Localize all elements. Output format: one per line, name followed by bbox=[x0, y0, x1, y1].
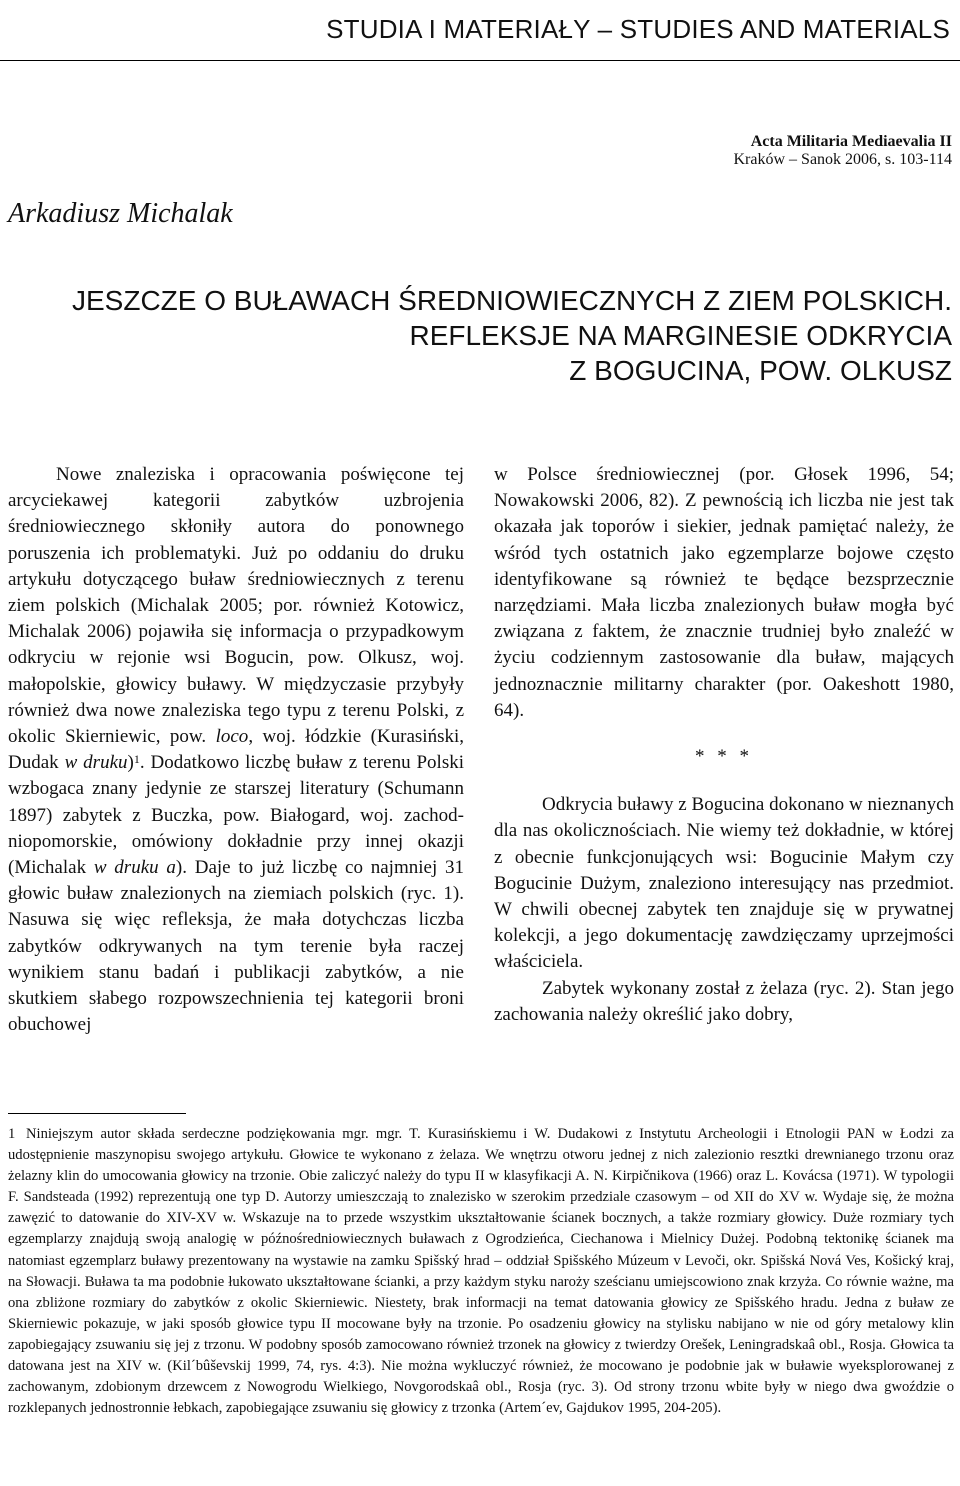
footnote-number: 1 bbox=[8, 1126, 16, 1142]
text-run: Nowe znaleziska i opracowania poświęcone tej arcyciekawej kategorii zabytków uzbrojenia średniowiecznego skłoniły autora do ponownego poruszenia ich problematyki. Już po oddaniu do druku artykułu dotyczącego buław średniowiecznych z terenu ziem polskich (Michalak 2005; por. również Kotowicz, Michalak 2006) pojawiła się informacja o przypadkowym odkryciu w rejonie wsi Bogucin, pow. Olkusz, woj. małopolskie, głowicy buławy. W międzyczasie przybyły również dwa nowe znaleziska tego typu z terenu Polski, z okolic Skierniewic, pow. bbox=[8, 464, 464, 748]
header-rule bbox=[0, 60, 960, 61]
footnote-text: Niniejszym autor składa serdeczne podziękowania mgr. mgr. T. Kurasińskiemu i W. Dudakowi z Instytutu Archeologii i Etnologii PAN w Łodzi za udostępnienie maszynopisu swojego artykułu. Głowice te wykonano z żelaza. We wnętrzu otworu jednej z nich zalezionio resztki drewnianego trzonu oraz żelazny klin do umocowania głowicy na trzonie. Obie zaliczyć należy do typu II w klasyfikacji A. N. Kirpičnikova (1966) oraz L. Kovácsa (1971). W typologii F. Sandsteada (1992) reprezentują one typ D. Autorzy umieszczają to znalezisko w szerokim przedziale czasowym – od XII do XV w. Wydaje się, że można zawęzić to datowanie do XIV-XV w. Wskazuje na to przede wszystkim ukształtowanie ścianek bocznych, a także rozmiary głowicy. Duże rozmiary tych egzemplarzy znajdują swoją analogię w późnośredniowiecznych buławach z Ogrodzieńca, Ciechanowa i Mielnicy Dużej. Podobną tektonikę ścianek ma natomiast egzemplarz buławy prezentowany na wystawie na zamku Spišský hrad – oddział Spišského Múzeum v Levoči, okr. Spišská Nová Ves, Košický kraj, na Słowacji. Buława ta ma podobnie łukowato ukształtowane ścianki, a przy każdym styku naroży sześcianu umiejscowiono znak krzyża. Co równie ważne, ma ona zbliżone rozmiary do zabytków z okolic Skierniewic. Niestety, brak informacji na temat datowania głowicy ze Spišského hradu. Jedna z buław ze Skierniewic pokazuje, w jaki sposób głowice typu II mocowane były na trzonie. Po osadzeniu głowicy na stylisku nabijano w nie od góry metalowy klin zapobiegający zsuwaniu się jej z trzonu. W podobny sposób zamocowano również trzonek na głowicy z twierdzy Orešek, Leningradskaâ obl., Rosja. Głowica ta datowana jest na XIV w. (Kil´bûševskij 1999, 74, rys. 4:3). Nie można wykluczyć również, że mocowano je podobnie jak w buławie wyeksplorowanej z zachowanym, zdobionym drzewcem z Nowogrodu Wielkiego, Novgorodskaâ obl., Rosja (ryc. 3). Od strony trzonu wbite były w niego dwa gwoździe o rozklepanych jednostronnie łebkach, zapobiegające zsuwaniu się głowicy z trzonka (Artem´ev, Gajdukov 1995, 204-205). bbox=[8, 1126, 954, 1417]
footnote-reference: 1 bbox=[133, 752, 140, 767]
text-run: ) bbox=[127, 752, 134, 774]
paragraph: Odkrycia buławy z Bogucina dokonano w nieznanych dla nas okolicznościach. Nie wiemy też dokładnie, w której z obecnie funkcjonujących wsi: Bogucinie Małym czy Bogucinie Dużym, znaleziono interesujący nas przedmiot. W chwili obecnej zabytek ten znajduje się w prywatnej kolekcji, a jego dokumentację zawdzięczamy uprzejmości właściciela. bbox=[494, 794, 954, 973]
text-run: , woj. łódzkie (Kurasiński, Dudak bbox=[8, 726, 464, 774]
journal-title: Acta Militaria Mediaevalia II bbox=[750, 133, 952, 150]
article-title bbox=[12, 283, 952, 388]
body-column-left bbox=[8, 462, 464, 1038]
footnote-rule bbox=[8, 1113, 186, 1114]
italic-text: loco bbox=[215, 726, 249, 748]
journal-place-pages: Kraków – Sanok 2006, s. 103-114 bbox=[733, 151, 952, 168]
paragraph bbox=[8, 462, 464, 1038]
paragraph: w Polsce średniowiecznej (por. Głosek 1996, 54; Nowakowski 2006, 82). Z pewnością ich liczba nie jest tak okazała jak toporów i siekier, jednak pamiętać należy, że wśród tych ostatnich jako egzemplarze bojowe często identyfikowane są również te będące bezsprzecznie narzędziami. Mała liczba znalezionych buław mogła być związana z faktem, że znacznie trudniej było znaleźć w życiu codziennym zastosowanie dla buław, mających jednoznacznie militarny charakter (por. Oakeshott 1980, 64). bbox=[494, 464, 954, 721]
author-name: Arkadiusz Michalak bbox=[8, 198, 233, 229]
italic-text: w druku bbox=[64, 752, 128, 774]
paragraph: Zabytek wykonany został z żelaza (ryc. 2). Stan jego zachowania należy określić jako dobry, bbox=[494, 977, 954, 1025]
section-separator: * * * bbox=[695, 746, 753, 768]
footnote bbox=[8, 1124, 954, 1419]
journal-info bbox=[734, 133, 953, 169]
text-run: ). Daje to już liczbę co najmniej 31 głowic buław znalezionych na ziemiach polskich (ryc. 1). Nasuwa się więc refleksja, że mała dotychczas liczba zabytków odkrywanych na tym terenie była raczej wynikiem stanu badań i publikacji zabytków, a nie skutkiem słabego rozpowszechnienia tej kategorii broni obuchowej bbox=[8, 857, 465, 1036]
text-run: . Dodatkowo liczbę buław z terenu Polski wzbogaca znany jedynie ze starszej literatury (Schumann 1897) zabytek z Buczka, pow. Białogard, woj. zachodniopomorskie, omówiony dokładnie przy innej okazji (Michalak bbox=[8, 752, 465, 879]
article-title-line-3: Z BOGUCINA, POW. OLKUSZ bbox=[569, 355, 952, 386]
section-header: STUDIA I MATERIAŁY – STUDIES AND MATERIALS bbox=[326, 14, 950, 44]
italic-text: w druku a bbox=[93, 857, 176, 879]
article-title-line-1: JESZCZE O BUŁAWACH ŚREDNIOWIECZNYCH Z ZIEM POLSKICH. bbox=[71, 285, 952, 316]
article-title-line-2: REFLEKSJE NA MARGINESIE ODKRYCIA bbox=[409, 320, 952, 351]
body-column-right bbox=[494, 462, 954, 1028]
